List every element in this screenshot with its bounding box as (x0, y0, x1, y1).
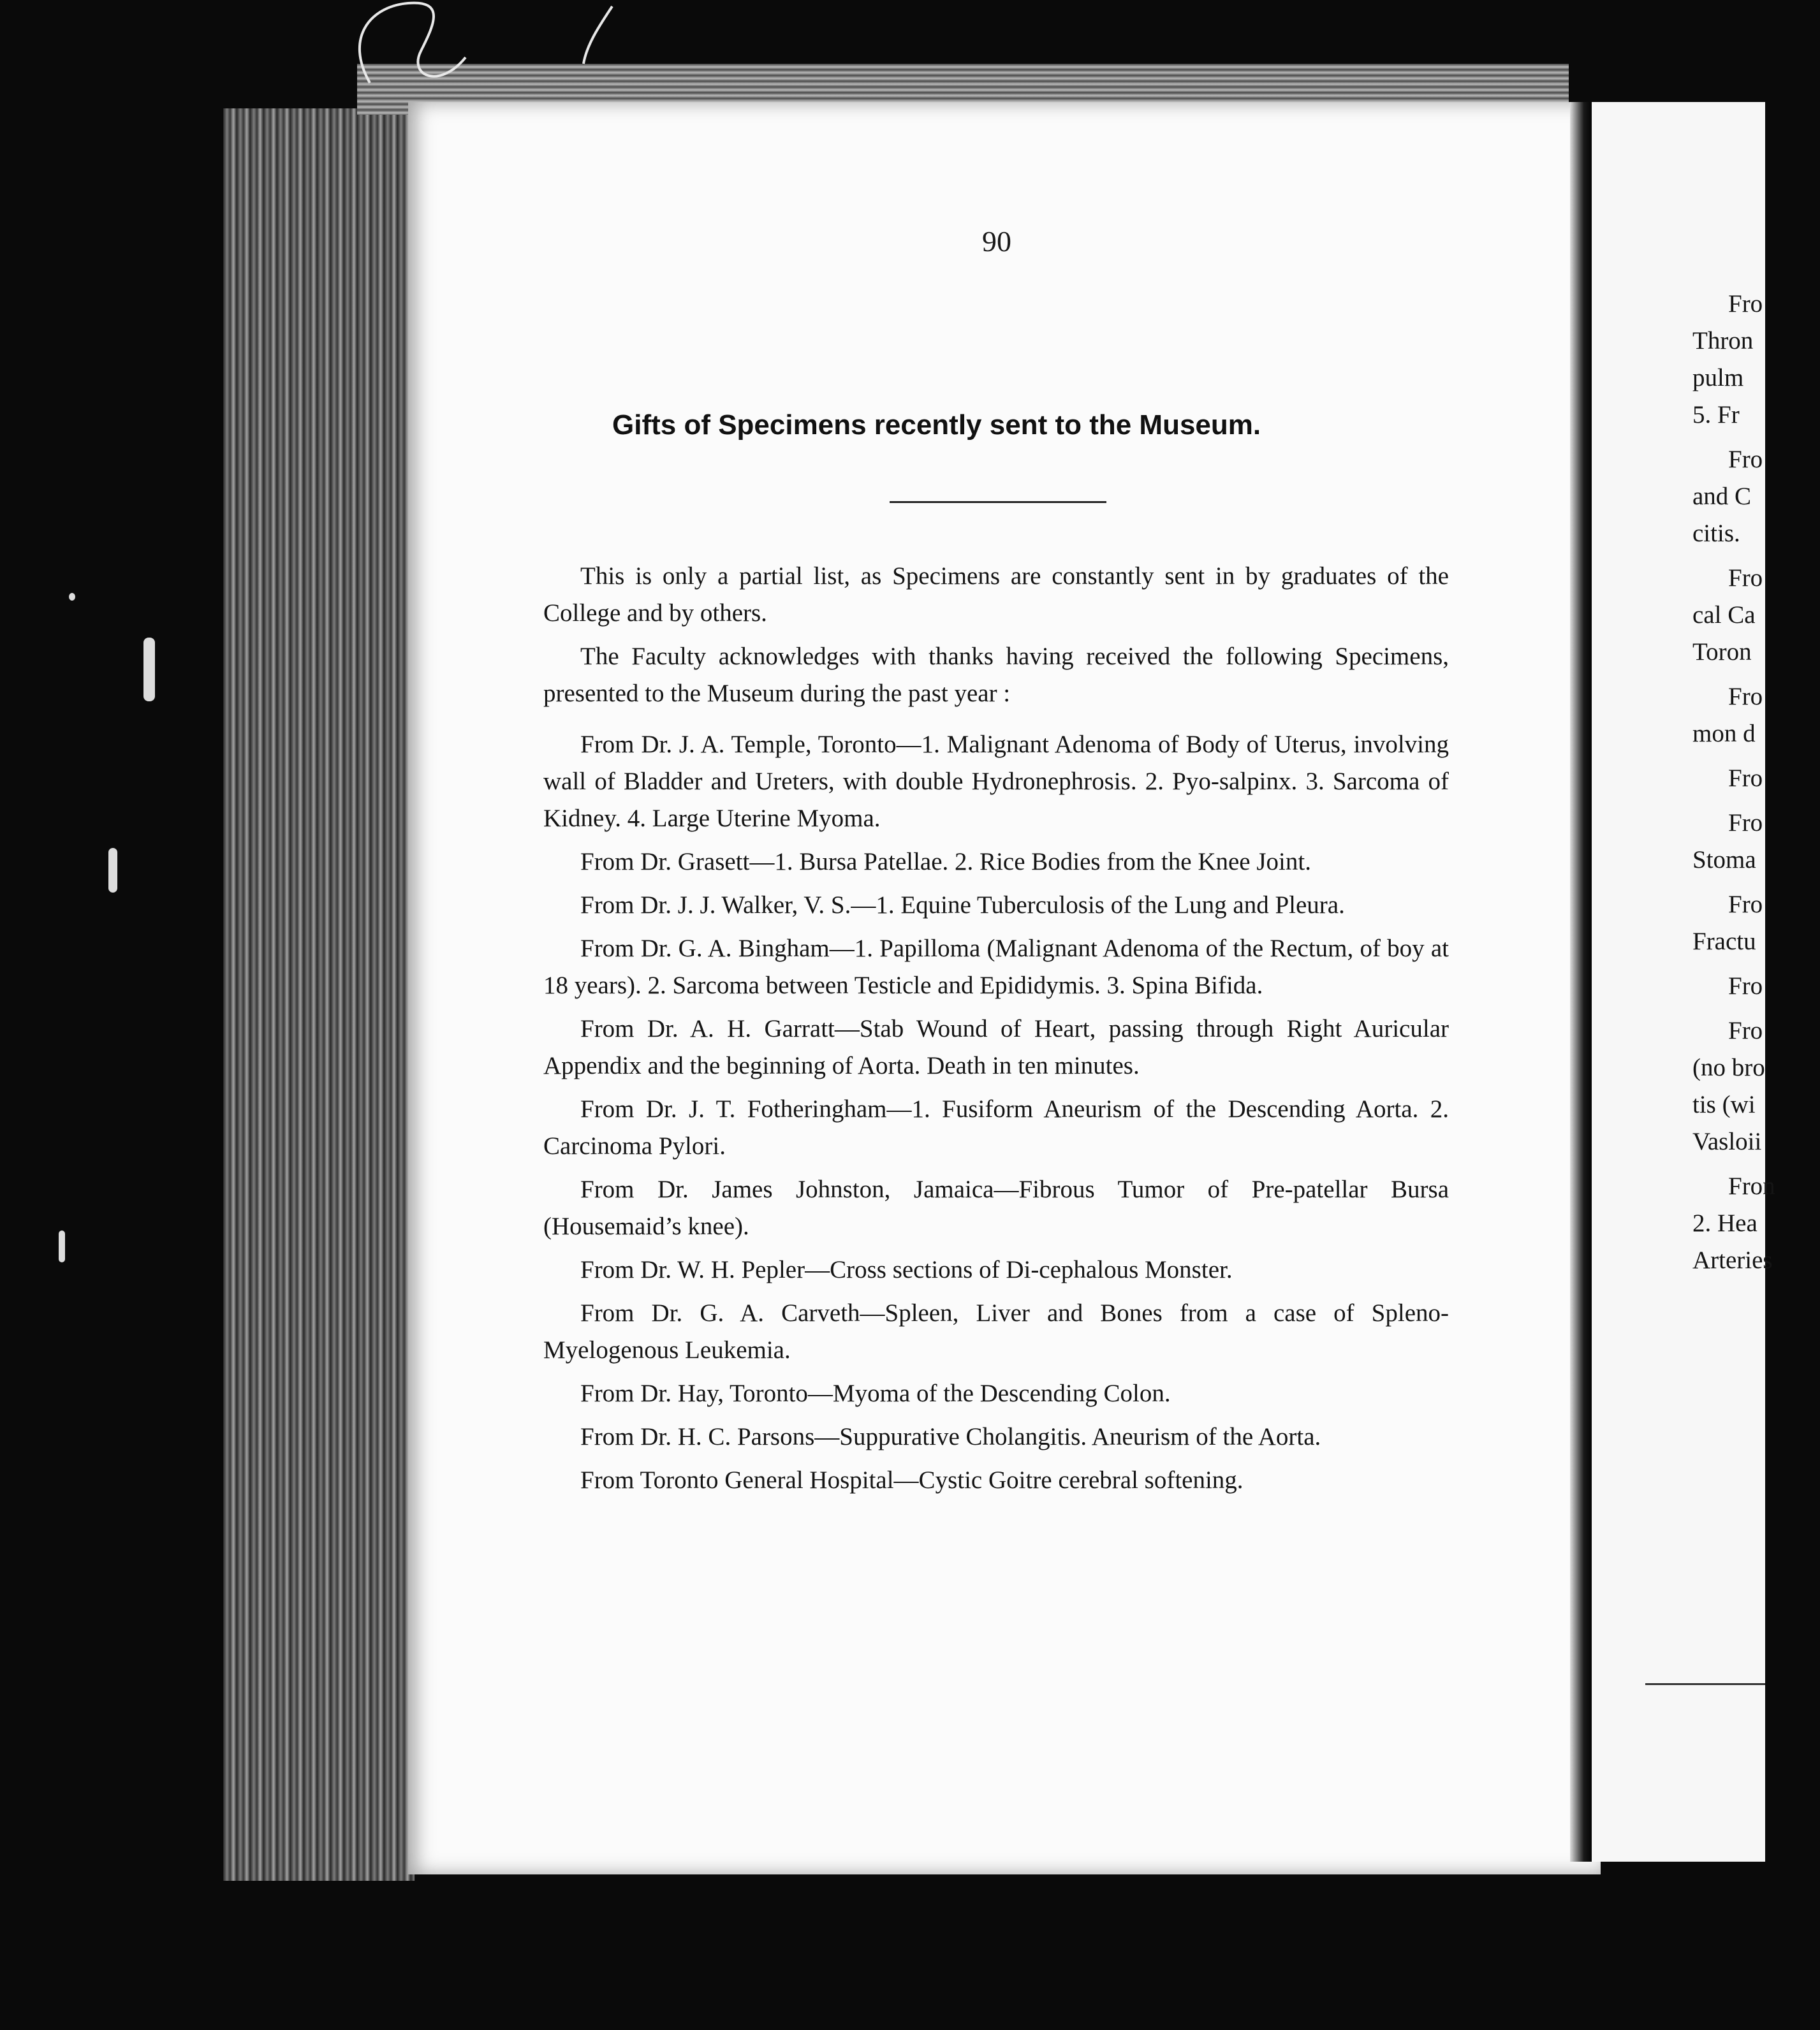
right-line: and C (1692, 483, 1752, 510)
specimen-entry: From Dr. J. J. Walker, V. S.—1. Equine Tuberculosis of the Lung and Pleura. (580, 891, 1345, 919)
right-line: Stoma (1692, 846, 1756, 873)
right-line: Thron (1692, 327, 1754, 354)
body-text (543, 558, 1449, 1505)
specimen-entry: From Dr. G. A. Bingham—1. Papilloma (Malignant Adenoma of the Rectum, of boy at 18 years). 2. Sarcoma between Testicle and Epididymis. 3. Spina Bifida. (543, 935, 1449, 999)
specimen-entry: From Toronto General Hospital—Cystic Goitre cerebral softening. (580, 1466, 1244, 1494)
dust-speck (108, 848, 117, 893)
specimen-entry: From Dr. A. H. Garratt—Stab Wound of Heart, passing through Right Auricular Appendix and the beginning of Aorta. Death in ten minutes. (543, 1015, 1449, 1079)
right-line: pulm (1692, 364, 1744, 391)
specimen-entry: From Dr. J. T. Fotheringham—1. Fusiform Aneurism of the Descending Aorta. 2. Carcinoma Pylori. (543, 1095, 1449, 1160)
right-line: tis (wi (1692, 1091, 1756, 1118)
right-line: 5. Fr (1692, 401, 1740, 428)
book-gutter (1570, 102, 1593, 1862)
right-line: (no bro (1692, 1054, 1765, 1081)
page-title: Gifts of Specimens recently sent to the Museum. (612, 409, 1261, 441)
right-line: citis. (1692, 520, 1740, 547)
dust-speck (143, 638, 155, 701)
right-line: Fro (1728, 891, 1763, 918)
right-line: Vasloii (1692, 1128, 1762, 1155)
right-line: Fro (1728, 564, 1763, 592)
specimen-entry: From Dr. J. A. Temple, Toronto—1. Malignant Adenoma of Body of Uterus, involving wall of Bladder and Ureters, with double Hydronephrosis. 2. Pyo-salpinx. 3. Sarcoma of Kidney. 4. Large Uterine Myoma. (543, 731, 1449, 832)
right-line: 2. Hea (1692, 1209, 1758, 1237)
right-line: Fro (1728, 809, 1763, 836)
right-line: Fro (1728, 972, 1763, 1000)
page-number: 90 (982, 225, 1011, 258)
specimen-entry: From Dr. H. C. Parsons—Suppurative Cholangitis. Aneurism of the Aorta. (580, 1423, 1321, 1450)
dust-speck (59, 1230, 65, 1262)
right-line: Fro (1728, 764, 1763, 792)
right-line: Arteries (1692, 1246, 1773, 1274)
right-line: Fro (1728, 290, 1763, 318)
right-line: Toron (1692, 638, 1752, 666)
right-page-text (1692, 286, 1820, 1279)
right-line: Fractu (1692, 928, 1756, 955)
right-line: Fro (1728, 683, 1763, 710)
intro-paragraph: This is only a partial list, as Specimens are constantly sent in by graduates of the College and by others. (543, 562, 1449, 627)
specimen-entry: From Dr. James Johnston, Jamaica—Fibrous Tumor of Pre-patellar Bursa (Housemaid’s knee). (543, 1176, 1449, 1240)
specimen-entry: From Dr. G. A. Carveth—Spleen, Liver and Bones from a case of Spleno-Myelogenous Leukemia. (543, 1299, 1449, 1364)
right-line: Fron (1728, 1172, 1775, 1200)
dust-speck (69, 593, 75, 601)
acknowledgement-paragraph: The Faculty acknowledges with thanks having received the following Specimens, presented to the Museum during the past year : (543, 643, 1449, 707)
specimen-entry: From Dr. Grasett—1. Bursa Patellae. 2. Rice Bodies from the Knee Joint. (580, 848, 1311, 875)
right-line: cal Ca (1692, 601, 1756, 629)
stray-fiber (332, 0, 625, 108)
title-rule (890, 501, 1106, 503)
specimen-entry: From Dr. Hay, Toronto—Myoma of the Descending Colon. (580, 1380, 1171, 1407)
right-line: mon d (1692, 720, 1756, 747)
specimen-entry: From Dr. W. H. Pepler—Cross sections of Di-cephalous Monster. (580, 1256, 1233, 1283)
right-page-rule (1645, 1683, 1765, 1685)
book-page-edges (223, 108, 415, 1881)
right-line: Fro (1728, 1017, 1763, 1044)
right-line: Fro (1728, 446, 1763, 473)
